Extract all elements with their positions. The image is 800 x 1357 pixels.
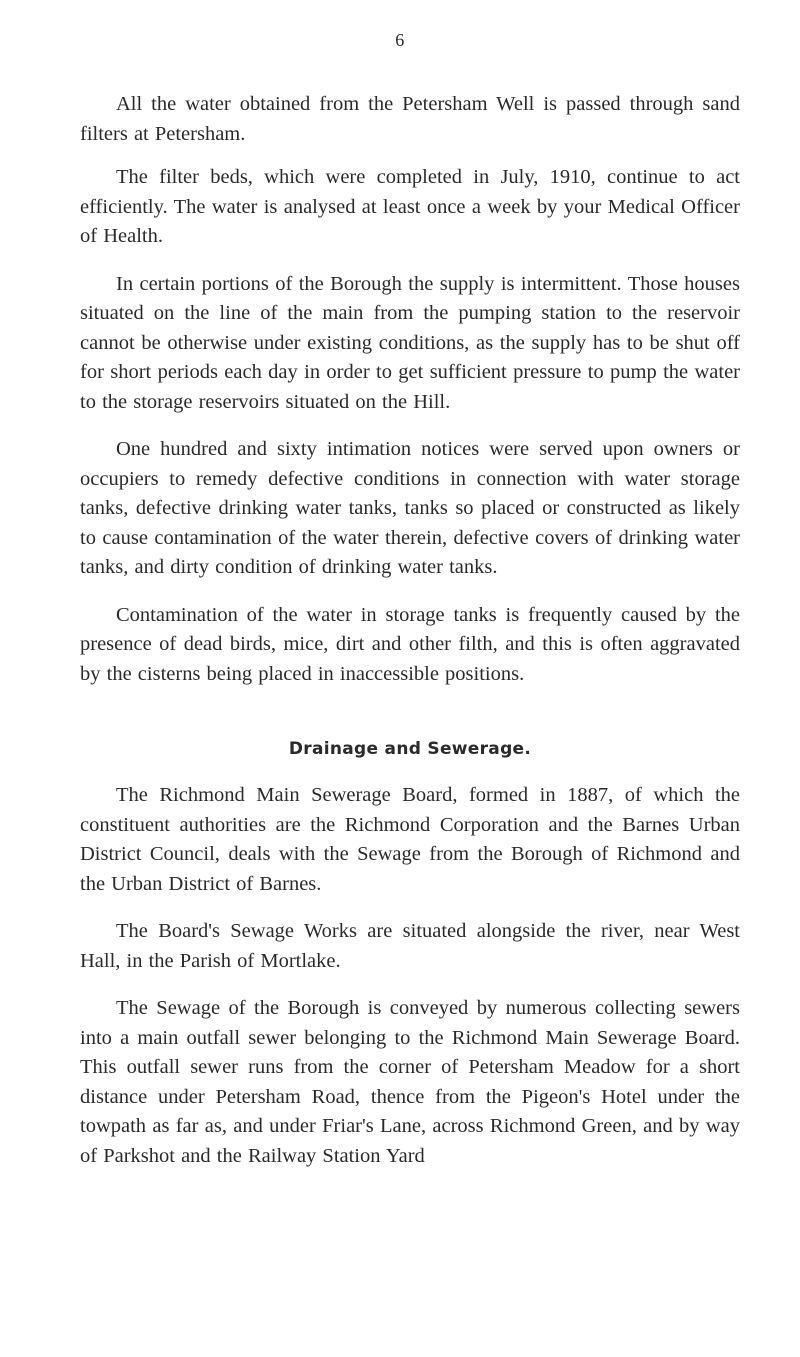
filter-beds-paragraph: The filter beds, which were completed in July, 1910, continue to act efficiently. The water is analysed at least once a week by your Medical Officer of Health. [80,166,740,247]
page-body [80,90,740,1189]
intermittent-supply-paragraph: In certain portions of the Borough the supply is intermittent. Those houses situated on the line of the main from the pumping station to the reservoir cannot be otherwise under existing conditions, as the supply has to be shut off for short periods each day in order to get sufficient pressure to pump the water to the storage reservoirs situated on the Hill. [80,272,740,413]
page-number: 6 [395,30,405,50]
sewerage-board-paragraph: The Richmond Main Sewerage Board, formed in 1887, of which the constituent authorities are the Richmond Corporation and the Barnes Urban District Council, deals with the Sewage from the Borough of Richmond and the Urban District of Barnes. [80,784,740,895]
sewage-works-paragraph: The Board's Sewage Works are situated alongside the river, near West Hall, in the Parish of Mortlake. [80,920,740,972]
water-filter-paragraph: All the water obtained from the Petersham Well is passed through sand filters at Petersham. [80,93,740,145]
section-heading-drainage: Drainage and Sewerage. [288,739,532,759]
intimation-notices-paragraph: One hundred and sixty intimation notices were served upon owners or occupiers to remedy defective conditions in connection with water storage tanks, defective drinking water tanks, tanks so placed or constructed as likely to cause contamination of the water therein, defective covers of drinking water tanks, and dirty condition of drinking water tanks. [80,438,740,578]
outfall-sewer-paragraph: The Sewage of the Borough is conveyed by numerous collecting sewers into a main outfall sewer belonging to the Richmond Main Sewerage Board. This outfall sewer runs from the corner of Petersham Meadow for a short distance under Petersham Road, thence from the Pigeon's Hotel under the towpath as far as, and under Friar's Lane, across Richmond Green, and by way of Parkshot and the Railway Station Yard [80,997,740,1167]
contamination-paragraph: Contamination of the water in storage tanks is frequently caused by the presence of dead birds, mice, dirt and other filth, and this is often aggravated by the cisterns being placed in inaccessible positions. [80,603,740,685]
